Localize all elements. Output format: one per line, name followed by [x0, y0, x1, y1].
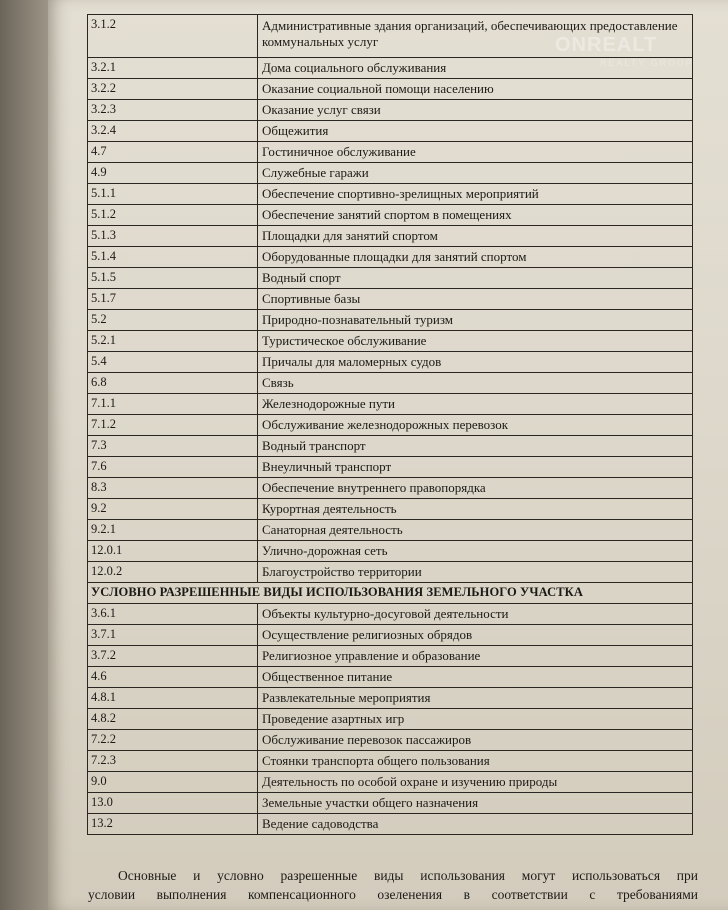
use-code-cell: 5.2 — [88, 310, 258, 331]
table-row — [88, 604, 693, 625]
use-code-cell: 3.2.4 — [88, 121, 258, 142]
table-row — [88, 15, 693, 58]
table-row — [88, 814, 693, 835]
use-name-cell: Улично-дорожная сеть — [258, 541, 693, 562]
use-code-cell: 5.1.2 — [88, 205, 258, 226]
table-row — [88, 562, 693, 583]
use-code-cell: 3.7.2 — [88, 646, 258, 667]
use-code-cell: 5.2.1 — [88, 331, 258, 352]
use-name-cell: Стоянки транспорта общего пользования — [258, 751, 693, 772]
use-code-cell: 4.7 — [88, 142, 258, 163]
use-name-cell: Природно-познавательный туризм — [258, 310, 693, 331]
table-row — [88, 184, 693, 205]
use-code-cell: 4.6 — [88, 667, 258, 688]
use-name-cell: Земельные участки общего назначения — [258, 793, 693, 814]
use-name-cell: Гостиничное обслуживание — [258, 142, 693, 163]
use-code-cell: 7.2.2 — [88, 730, 258, 751]
use-name-cell: Объекты культурно-досуговой деятельности — [258, 604, 693, 625]
use-code-cell: 12.0.1 — [88, 541, 258, 562]
use-code-cell: 7.6 — [88, 457, 258, 478]
use-name-cell: Причалы для маломерных судов — [258, 352, 693, 373]
use-code-cell: 3.7.1 — [88, 625, 258, 646]
watermark-logo: ONREALT — [555, 34, 658, 56]
use-name-cell: Водный спорт — [258, 268, 693, 289]
table-row — [88, 667, 693, 688]
use-name-cell: Осуществление религиозных обрядов — [258, 625, 693, 646]
land-use-table-body — [88, 15, 693, 835]
table-row — [88, 793, 693, 814]
use-code-cell: 5.1.7 — [88, 289, 258, 310]
table-row — [88, 79, 693, 100]
table-row — [88, 499, 693, 520]
use-name-cell: Оборудованные площадки для занятий спортом — [258, 247, 693, 268]
use-name-cell: Туристическое обслуживание — [258, 331, 693, 352]
use-code-cell: 4.9 — [88, 163, 258, 184]
table-row — [88, 772, 693, 793]
table-row — [88, 310, 693, 331]
use-code-cell: 7.2.3 — [88, 751, 258, 772]
use-name-cell: Развлекательные мероприятия — [258, 688, 693, 709]
use-code-cell: 5.4 — [88, 352, 258, 373]
use-name-cell: Обеспечение спортивно-зрелищных мероприятий — [258, 184, 693, 205]
use-name-cell: Внеуличный транспорт — [258, 457, 693, 478]
use-code-cell: 12.0.2 — [88, 562, 258, 583]
use-code-cell: 6.8 — [88, 373, 258, 394]
table-row — [88, 751, 693, 772]
use-code-cell: 3.2.2 — [88, 79, 258, 100]
table-row — [88, 373, 693, 394]
table-row — [88, 625, 693, 646]
table-row — [88, 121, 693, 142]
use-name-cell: Обслуживание железнодорожных перевозок — [258, 415, 693, 436]
use-name-cell: Административные здания организаций, обеспечивающих предоставление коммунальных услуг — [258, 15, 693, 58]
use-code-cell: 8.3 — [88, 478, 258, 499]
table-row — [88, 478, 693, 499]
table-row — [88, 100, 693, 121]
use-code-cell: 4.8.1 — [88, 688, 258, 709]
use-name-cell: Оказание социальной помощи населению — [258, 79, 693, 100]
footnote-line-2: условии выполнения компенсационного озеленения в соответствии с требованиями — [88, 887, 698, 902]
table-row — [88, 394, 693, 415]
use-name-cell: Площадки для занятий спортом — [258, 226, 693, 247]
watermark-subtitle: REALTY GROUP — [600, 58, 694, 68]
use-name-cell: Проведение азартных игр — [258, 709, 693, 730]
use-code-cell: 9.0 — [88, 772, 258, 793]
use-name-cell: Обеспечение занятий спортом в помещениях — [258, 205, 693, 226]
use-code-cell: 3.6.1 — [88, 604, 258, 625]
table-row — [88, 289, 693, 310]
use-code-cell: 3.2.1 — [88, 58, 258, 79]
use-name-cell: Оказание услуг связи — [258, 100, 693, 121]
use-name-cell: Водный транспорт — [258, 436, 693, 457]
use-name-cell: Связь — [258, 373, 693, 394]
use-code-cell: 5.1.5 — [88, 268, 258, 289]
use-code-cell: 13.2 — [88, 814, 258, 835]
use-name-cell: Общественное питание — [258, 667, 693, 688]
use-name-cell: Спортивные базы — [258, 289, 693, 310]
table-row — [88, 331, 693, 352]
use-code-cell: 5.1.1 — [88, 184, 258, 205]
use-code-cell: 3.2.3 — [88, 100, 258, 121]
table-row — [88, 268, 693, 289]
footnote-paragraph — [88, 866, 698, 904]
use-name-cell: Обслуживание перевозок пассажиров — [258, 730, 693, 751]
use-code-cell: 13.0 — [88, 793, 258, 814]
use-name-cell: Ведение садоводства — [258, 814, 693, 835]
use-code-cell: 5.1.4 — [88, 247, 258, 268]
table-row — [88, 520, 693, 541]
table-row — [88, 646, 693, 667]
table-row — [88, 541, 693, 562]
table-row — [88, 205, 693, 226]
use-code-cell: 7.1.2 — [88, 415, 258, 436]
use-code-cell: 7.3 — [88, 436, 258, 457]
table-row — [88, 142, 693, 163]
footnote-line-1: Основные и условно разрешенные виды использования могут использоваться при — [118, 868, 698, 883]
table-row — [88, 688, 693, 709]
use-name-cell: Общежития — [258, 121, 693, 142]
table-row — [88, 730, 693, 751]
table-row — [88, 436, 693, 457]
land-use-table — [87, 14, 693, 835]
conditional-section-header: УСЛОВНО РАЗРЕШЕННЫЕ ВИДЫ ИСПОЛЬЗОВАНИЯ ЗЕМЕЛЬНОГО УЧАСТКА — [88, 583, 693, 604]
use-name-cell: Санаторная деятельность — [258, 520, 693, 541]
table-row — [88, 163, 693, 184]
use-name-cell: Служебные гаражи — [258, 163, 693, 184]
use-name-cell: Дома социального обслуживания — [258, 58, 693, 79]
use-code-cell: 4.8.2 — [88, 709, 258, 730]
use-code-cell: 9.2 — [88, 499, 258, 520]
use-code-cell: 3.1.2 — [88, 15, 258, 58]
use-name-cell: Благоустройство территории — [258, 562, 693, 583]
table-row — [88, 247, 693, 268]
table-row — [88, 352, 693, 373]
use-name-cell: Железнодорожные пути — [258, 394, 693, 415]
use-code-cell: 9.2.1 — [88, 520, 258, 541]
use-code-cell: 7.1.1 — [88, 394, 258, 415]
conditional-section-header-row — [88, 583, 693, 604]
use-name-cell: Религиозное управление и образование — [258, 646, 693, 667]
table-row — [88, 415, 693, 436]
use-name-cell: Обеспечение внутреннего правопорядка — [258, 478, 693, 499]
table-row — [88, 457, 693, 478]
table-row — [88, 709, 693, 730]
use-code-cell: 5.1.3 — [88, 226, 258, 247]
table-row — [88, 58, 693, 79]
use-name-cell: Деятельность по особой охране и изучению природы — [258, 772, 693, 793]
use-name-cell: Курортная деятельность — [258, 499, 693, 520]
table-row — [88, 226, 693, 247]
